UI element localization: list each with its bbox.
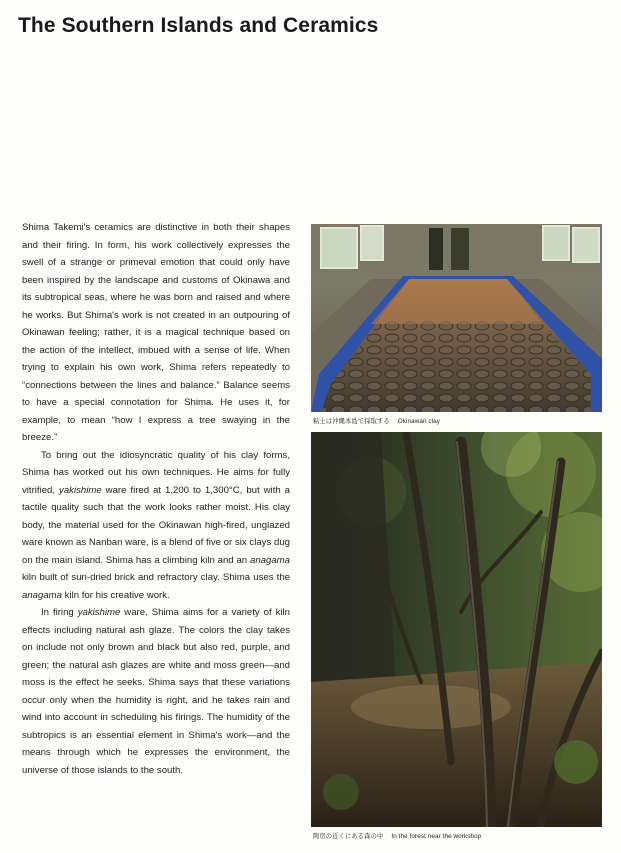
italic-term: yakishime	[77, 607, 121, 618]
text-segment: kiln built of sun-dried brick and refractory clay. Shima uses the	[22, 572, 290, 583]
italic-term: anagama	[249, 554, 290, 566]
text-segment: ware fired at 1,200 to 1,300°C, but with a tactile quality such that the work looks rather moist. His clay body, the material used for the Okinawan high-fired, unglazed ware known as Nanban ware, is a blend of five or six clays dug on the main island. Shima has a climbing kiln and an	[22, 484, 290, 566]
okinawan-clay-photo	[311, 224, 602, 412]
article-body	[22, 219, 290, 779]
text-segment: In firing	[41, 607, 78, 618]
forest-photo	[311, 432, 602, 827]
caption-japanese: 陶房の近くにある森の中	[313, 833, 384, 840]
paragraph-3	[22, 604, 290, 779]
caption-japanese: 粘土は沖縄本島で採取する	[313, 418, 390, 425]
caption-english: In the forest near the workshop	[391, 833, 482, 840]
text-segment: Shima Takemi's ceramics are distinctive in both their shapes and their firing. In form, his work collectively expresses the swell of a strange or primeval emotion that could only have been inspired by the landscape and customs of Okinawa and its subtropical seas, where he was born and raised and where he works. But Shima's work is not created in an outpouring of Okinawan feeling; rather, it is a magical technique based on the action of the intellect, imbued with a sense of life. When trying to explain his own work, Shima refers repeatedly to “connections between the lines and balance.” Balance seems to have a special connotation for Shima. He uses it, for example, to mean “how I express a tree swaying in the breeze.”	[22, 222, 290, 443]
caption-english: Okinawan clay	[397, 418, 441, 425]
paragraph-1	[22, 219, 290, 447]
page-title: The Southern Islands and Ceramics	[18, 14, 379, 37]
text-segment: kiln for his creative work.	[62, 589, 170, 601]
photo-caption-2	[313, 831, 481, 840]
italic-term: anagama	[22, 589, 63, 601]
italic-term: yakishime	[59, 484, 102, 496]
text-segment: To bring out the idiosyncratic quality of his clay forms, Shima has worked out his own techniques. He aims for fully vitrified,	[22, 449, 290, 496]
text-segment: ware, Shima aims for a variety of kiln effects including natural ash glaze. The colors the clay takes on include not only brown and black but also red, purple, and green; the natural ash glazes are white and moss green—and moss is the effect he seeks. Shima says that these variations occur only when the humidity is right, and he takes rain and wind into account in scheduling his firings. The humidity of the subtropics is an essential element in Shima's work—and the means through which he expresses the environment, the universe of those islands to the south.	[22, 607, 290, 776]
photo-caption-1	[313, 416, 440, 425]
paragraph-2	[22, 447, 290, 605]
